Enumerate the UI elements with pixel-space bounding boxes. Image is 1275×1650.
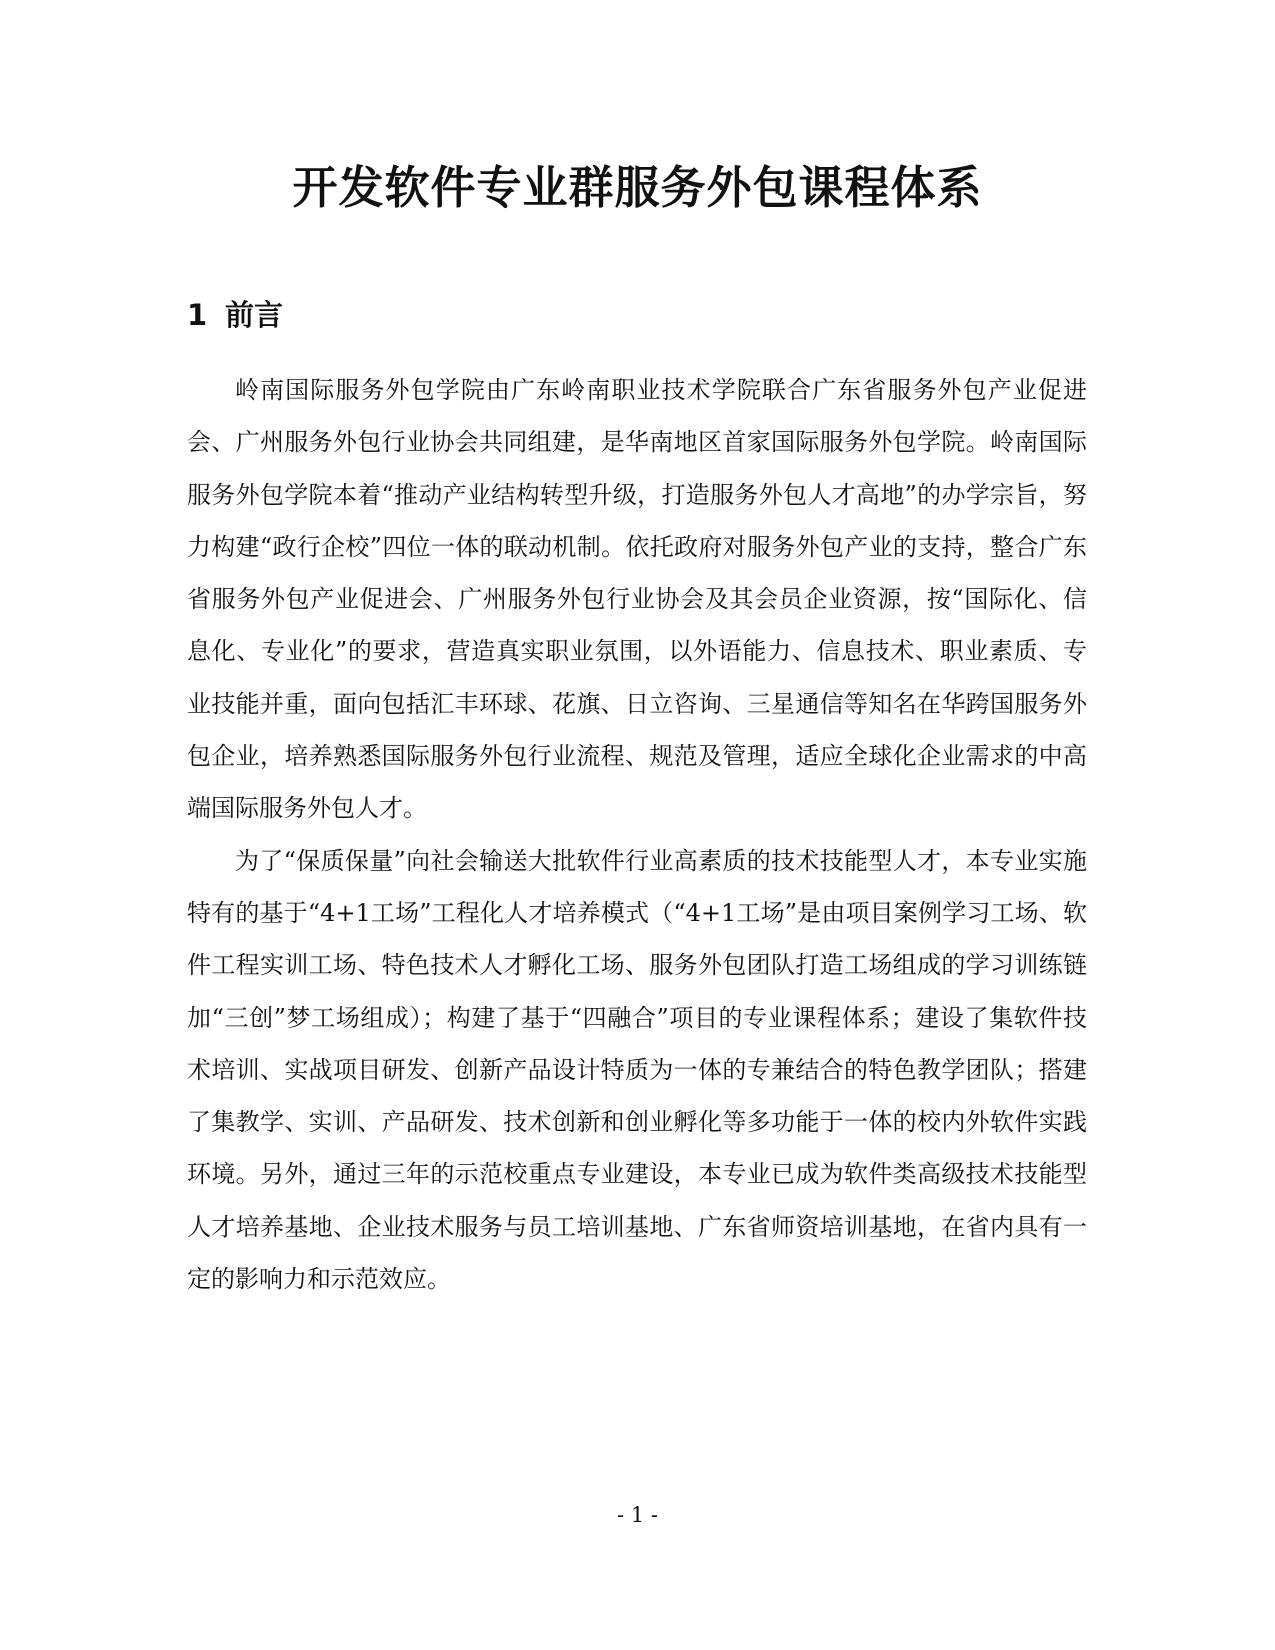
paragraph-intro: 岭南国际服务外包学院由广东岭南职业技术学院联合广东省服务外包产业促进会、广州服务外包行业协会共同组建，是华南地区首家国际服务外包学院。岭南国际服务外包学院本着“推动产业结构转型升级，打造服务外包人才高地”的办学宗旨，努力构建“政行企校”四位一体的联动机制。依托政府对服务外包产业的支持，整合广东省服务外包产业促进会、广州服务外包行业协会及其会员企业资源，按“国际化、信息化、专业化”的要求，营造真实职业氛围，以外语能力、信息技术、职业素质、专业技能并重，面向包括汇丰环球、花旗、日立咨询、三星通信等知名在华跨国服务外包企业，培养熟悉国际服务外包行业流程、规范及管理，适应全球化企业需求的中高端国际服务外包人才。 — [187, 376, 1087, 823]
page-number: - 1 - — [617, 1503, 658, 1527]
body-text — [187, 364, 1087, 1305]
section-heading — [187, 295, 283, 335]
section-title: 前言 — [225, 298, 284, 332]
paragraph-training-model: 为了“保质保量”向社会输送大批软件行业高素质的技术技能型人才，本专业实施特有的基于“4+1工场”工程化人才培养模式（“4+1工场”是由项目案例学习工场、软件工程实训工场、特色技术人才孵化工场、服务外包团队打造工场组成的学习训练链加“三创”梦工场组成）；构建了基于“四融合”项目的专业课程体系；建设了集软件技术培训、实战项目研发、创新产品设计特质为一体的专兼结合的特色教学团队；搭建了集教学、实训、产品研发、技术创新和创业孵化等多功能于一体的校内外软件实践环境。另外，通过三年的示范校重点专业建设，本专业已成为软件类高级技术技能型人才培养基地、企业技术服务与员工培训基地、广东省师资培训基地，在省内具有一定的影响力和示范效应。 — [187, 846, 1087, 1294]
document-title: 开发软件专业群服务外包课程体系 — [292, 161, 983, 214]
section-number: 1 — [187, 298, 208, 332]
